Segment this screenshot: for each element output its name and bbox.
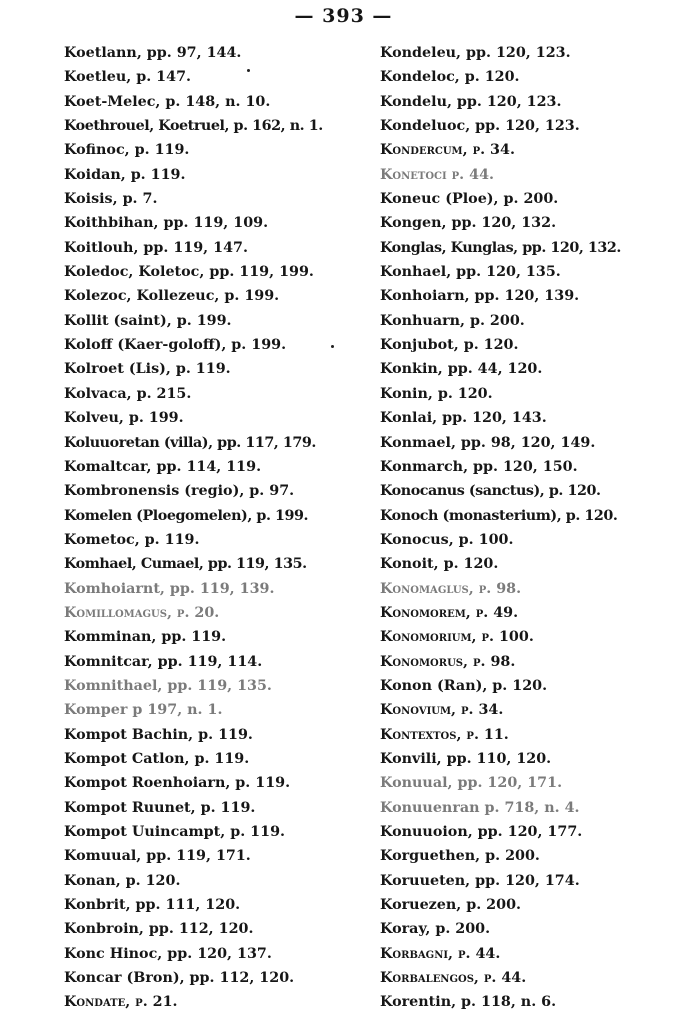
index-entry: Kondeleu, pp. 120, 123. — [380, 45, 571, 61]
index-entry: Koloff (Kaer-goloff), p. 199. — [64, 337, 287, 354]
index-entry: Komnitcar, pp. 119, 114. — [64, 653, 263, 670]
index-entry: Koisis, p. 7. — [64, 191, 158, 208]
index-entry: Kompot Ruunet, p. 119. — [64, 799, 256, 816]
index-entry: Kompot Roenhoiarn, p. 119. — [64, 775, 291, 792]
index-entry: Konan, p. 120. — [64, 872, 181, 889]
index-entry: Konuuenran p. 718, n. 4. — [380, 799, 580, 816]
index-entry: Koneuc (Ploe), p. 200. — [380, 191, 559, 208]
index-entry: Koetlann, pp. 97, 144. — [64, 45, 242, 61]
index-entry: Konlai, pp. 120, 143. — [380, 410, 547, 427]
index-entry: Konovium, p. 34. — [380, 702, 504, 719]
index-entry: Komelen (Ploegomelen), p. 199. — [64, 507, 309, 524]
index-entry: Konbroin, pp. 112, 120. — [64, 921, 254, 938]
index-entry: Konon (Ran), p. 120. — [380, 677, 548, 694]
index-entry: Kondercum, p. 34. — [380, 142, 515, 159]
index-entry: Konoch (monasterium), p. 120. — [380, 507, 618, 524]
index-entry: Komhael, Cumael, pp. 119, 135. — [64, 556, 307, 573]
index-entry: Konocus, p. 100. — [380, 531, 514, 548]
index-entry: Komnithael, pp. 119, 135. — [64, 677, 272, 694]
index-entry: Kompot Uuincampt, p. 119. — [64, 824, 286, 840]
index-entry: Kombronensis (regio), p. 97. — [64, 483, 295, 500]
index-entry: Konuual, pp. 120, 171. — [380, 775, 563, 792]
index-entry: Kondeluoc, pp. 120, 123. — [380, 118, 580, 135]
index-entry: Konglas, Kunglas, pp. 120, 132. — [380, 239, 621, 256]
index-entry: Konmarch, pp. 120, 150. — [380, 458, 578, 475]
index-entry: Korentin, p. 118, n. 6. — [380, 994, 557, 1011]
index-entry: Kontextos, p. 11. — [380, 726, 509, 743]
index-entry: Kolezoc, Kollezeuc, p. 199. — [64, 288, 280, 305]
index-entry: Konetoci p. 44. — [380, 166, 495, 183]
index-entry: Koncar (Bron), pp. 112, 120. — [64, 970, 295, 987]
index-entry: Koruezen, p. 200. — [380, 897, 522, 914]
index-entry: Konhoiarn, pp. 120, 139. — [380, 288, 580, 305]
index-entry: Konmael, pp. 98, 120, 149. — [380, 434, 596, 451]
index-entry: Konvili, pp. 110, 120. — [380, 750, 552, 767]
index-entry: Konoit, p. 120. — [380, 556, 499, 573]
index-entry: Korbalengos, p. 44. — [380, 970, 527, 987]
index-entry: Koitlouh, pp. 119, 147. — [64, 239, 248, 256]
index-entry: Konc Hinoc, pp. 120, 137. — [64, 945, 272, 962]
index-entry: Konin, p. 120. — [380, 385, 493, 402]
index-entry: Korguethen, p. 200. — [380, 848, 540, 865]
page-number: — 393 — — [294, 5, 393, 27]
index-entry: Koray, p. 200. — [380, 921, 491, 938]
index-entry: Komaltcar, pp. 114, 119. — [64, 458, 262, 475]
index-entry: Konuuoion, pp. 120, 177. — [380, 824, 583, 840]
index-entry: Kondeloc, p. 120. — [380, 69, 520, 86]
index-entry: Koledoc, Koletoc, pp. 119, 199. — [64, 264, 314, 281]
index-column-left — [64, 41, 364, 1015]
index-entry: Kolveu, p. 199. — [64, 410, 184, 427]
index-entry: Koithbihan, pp. 119, 109. — [64, 215, 269, 232]
index-entry: Komillomagus, p. 20. — [64, 604, 220, 621]
index-entry: Kongen, pp. 120, 132. — [380, 215, 557, 232]
index-entry: Kolvaca, p. 215. — [64, 385, 192, 402]
index-entry: Komminan, pp. 119. — [64, 629, 227, 646]
index-entry: Konocanus (sanctus), p. 120. — [380, 483, 601, 500]
index-entry: Kompot Catlon, p. 119. — [64, 750, 250, 767]
index-entry: Konomaglus, p. 98. — [380, 580, 522, 597]
index-entry: Kofinoc, p. 119. — [64, 142, 190, 159]
ink-speck — [331, 345, 334, 348]
index-entry: Konjubot, p. 120. — [380, 337, 519, 354]
index-entry: Kollit (saint), p. 199. — [64, 312, 232, 329]
index-entry: Koet-Melec, p. 148, n. 10. — [64, 93, 271, 110]
index-entry: Koetleu, p. 147. — [64, 69, 191, 86]
index-entry: Kolroet (Lis), p. 119. — [64, 361, 231, 378]
index-column-right — [380, 41, 680, 1015]
index-entry: Komper p 197, n. 1. — [64, 702, 223, 719]
index-entry: Kompot Bachin, p. 119. — [64, 726, 253, 743]
index-entry: Konomorem, p. 49. — [380, 604, 519, 621]
index-entry: Koruueten, pp. 120, 174. — [380, 872, 580, 889]
index-entry: Kondelu, pp. 120, 123. — [380, 93, 562, 110]
index-entry: Kondate, p. 21. — [64, 994, 178, 1011]
index-entry: Konhael, pp. 120, 135. — [380, 264, 561, 281]
index-entry: Komuual, pp. 119, 171. — [64, 848, 251, 865]
index-entry: Konomorium, p. 100. — [380, 629, 534, 646]
index-entry: Konomorus, p. 98. — [380, 653, 516, 670]
index-entry: Korbagni, p. 44. — [380, 945, 501, 962]
index-entry: Komhoiarnt, pp. 119, 139. — [64, 580, 275, 597]
index-entry: Koluuoretan (villa), pp. 117, 179. — [64, 434, 316, 451]
ink-speck — [247, 69, 250, 72]
index-entry: Konhuarn, p. 200. — [380, 312, 525, 329]
index-entry: Kometoc, p. 119. — [64, 531, 200, 548]
index-entry: Konkin, pp. 44, 120. — [380, 361, 543, 378]
index-entry: Koethrouel, Koetruel, p. 162, n. 1. — [64, 118, 323, 135]
index-entry: Koidan, p. 119. — [64, 166, 186, 183]
index-entry: Konbrit, pp. 111, 120. — [64, 897, 241, 914]
